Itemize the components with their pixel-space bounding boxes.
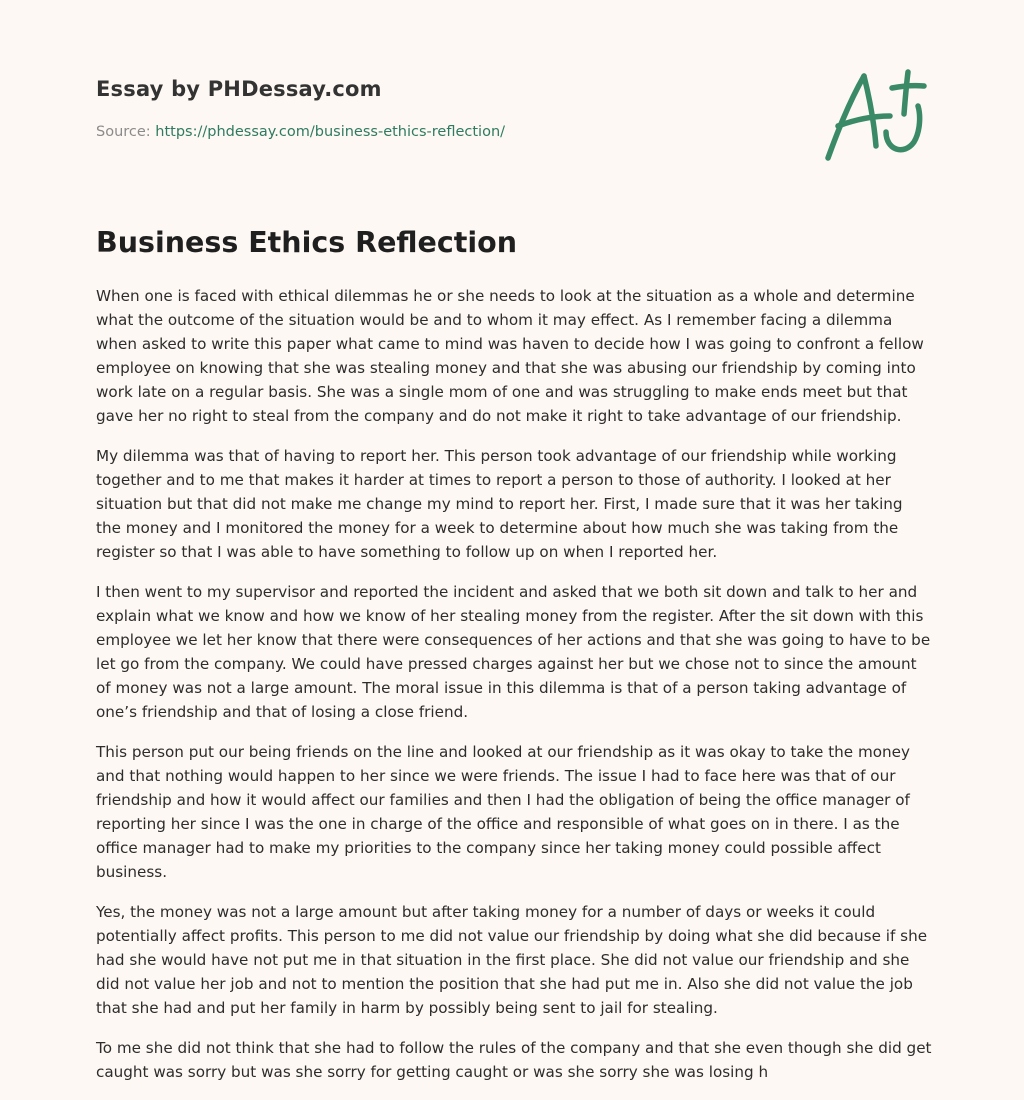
essay-body [96,284,932,1100]
source-line [96,124,505,140]
essay-paragraph: This person put our being friends on the line and looked at our friendship as it was okay to take the money and that nothing would happen to her since we were friends. The issue I had to face here was that of our friendship and how it would affect our families and then I had the obligation of being the office manager of reporting her since I was the one in charge of the office and responsible of what goes on in there. I as the office manager had to make my priorities to the company since her taking money could possible affect business. [96,743,910,881]
essay-paragraph: My dilemma was that of having to report her. This person took advantage of our friendship while working together and to me that makes it harder at times to report a person to those of authority. I looked at her situation but that did not make me change my mind to report her. First, I made sure that it was her taking the money and I monitored the money for a week to determine about how much she was taking from the register so that I was able to have something to follow up on when I reported her. [96,447,903,561]
essay-paragraph: To me she did not think that she had to follow the rules of the company and that she even though she did get caught was sorry but was she sorry for getting caught or was she sorry she was losing h [96,1039,932,1081]
essay-title: Business Ethics Reflection [96,226,518,259]
source-link[interactable]: https://phdessay.com/business-ethics-reflection/ [155,124,506,140]
essay-paragraph: When one is faced with ethical dilemmas he or she needs to look at the situation as a whole and determine what the outcome of the situation would be and to whom it may effect. As I remember facing a dilemma when asked to write this paper what came to mind was haven to decide how I was going to confront a fellow employee on knowing that she was stealing money and that she was abusing our friendship by coming into work late on a regular basis. She was a single mom of one and was struggling to make ends meet but that gave her no right to steal from the company and do not make it right to take advantage of our friendship. [96,287,924,425]
essay-paragraph: Yes, the money was not a large amount but after taking money for a number of days or weeks it could potentially affect profits. This person to me did not value our friendship by doing what she did because if she had she would have not put me in that situation in the first place. She did not value our friendship and she did not value her job and not to mention the position that she had put me in. Also she did not value the job that she had and put her family in harm by possibly being sent to jail for stealing. [96,903,928,1017]
brand-title: Essay by PHDessay.com [96,77,382,101]
source-label: Source: [96,124,156,140]
essay-paragraph: I then went to my supervisor and reported the incident and asked that we both sit down and talk to her and explain what we know and how we know of her stealing money from the register. After the sit down with this employee we let her know that there were consequences of her actions and that she was going to have to be let go from the company. We could have pressed charges against her but we chose not to since the amount of money was not a large amount. The moral issue in this dilemma is that of a person taking advantage of one’s friendship and that of losing a close friend. [96,583,931,721]
a-plus-logo-icon [824,66,928,164]
